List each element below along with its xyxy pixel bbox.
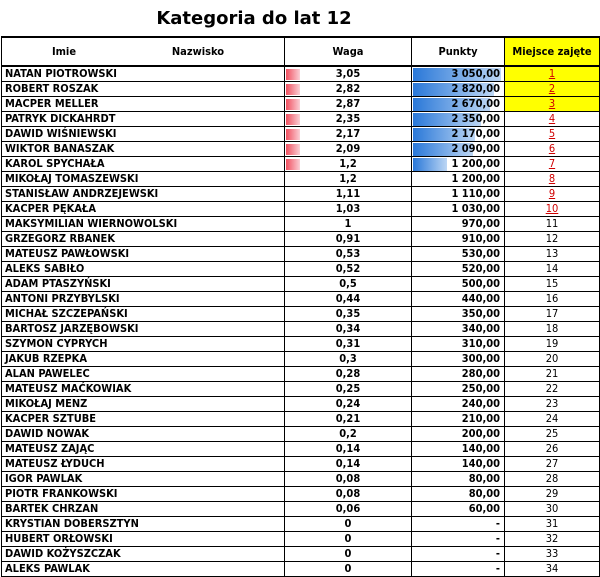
weight-value: 0,24 bbox=[335, 397, 361, 410]
table-row bbox=[2, 502, 600, 517]
weight-value: 0,28 bbox=[335, 367, 361, 380]
points-cell bbox=[412, 322, 505, 337]
weight-value: 0,14 bbox=[335, 457, 361, 470]
place-value: 31 bbox=[545, 517, 559, 530]
weight-cell bbox=[285, 232, 412, 247]
place-link[interactable]: 9 bbox=[548, 187, 556, 200]
weight-value: 0,34 bbox=[335, 322, 361, 335]
points-cell bbox=[412, 82, 505, 97]
place-cell bbox=[505, 202, 600, 217]
player-name-cell: MIKOŁAJ MENZ bbox=[2, 397, 285, 412]
place-cell bbox=[505, 517, 600, 532]
weight-value: 2,82 bbox=[335, 82, 361, 95]
points-value: 350,00 bbox=[461, 307, 500, 320]
weight-value: 2,87 bbox=[335, 97, 361, 110]
weight-cell bbox=[285, 172, 412, 187]
place-cell bbox=[505, 277, 600, 292]
weight-value: 1,11 bbox=[335, 187, 361, 200]
points-cell bbox=[412, 217, 505, 232]
points-value: 2 090,00 bbox=[451, 142, 500, 155]
player-name-cell: MACPER MELLER bbox=[2, 97, 285, 112]
place-cell bbox=[505, 232, 600, 247]
points-value: 910,00 bbox=[461, 232, 500, 245]
weight-cell bbox=[285, 277, 412, 292]
player-name-cell: KACPER PĘKAŁA bbox=[2, 202, 285, 217]
player-name-cell: MATEUSZ PAWŁOWSKI bbox=[2, 247, 285, 262]
weight-value: 0,53 bbox=[335, 247, 361, 260]
points-cell bbox=[412, 547, 505, 562]
place-link[interactable]: 7 bbox=[548, 157, 556, 170]
points-cell bbox=[412, 262, 505, 277]
column-header-waga: Waga bbox=[285, 37, 412, 66]
place-cell bbox=[505, 127, 600, 142]
table-header-row bbox=[2, 37, 600, 66]
weight-cell bbox=[285, 352, 412, 367]
points-cell bbox=[412, 142, 505, 157]
player-name-cell: MAKSYMILIAN WIERNOWOLSKI bbox=[2, 217, 285, 232]
place-cell bbox=[505, 472, 600, 487]
page-title: Kategoria do lat 12 bbox=[156, 8, 352, 29]
place-cell bbox=[505, 292, 600, 307]
points-value: 240,00 bbox=[461, 397, 500, 410]
place-cell bbox=[505, 442, 600, 457]
table-row bbox=[2, 472, 600, 487]
weight-value: 0 bbox=[344, 517, 352, 530]
table-row bbox=[2, 292, 600, 307]
player-name-cell: ALEKS PAWLAK bbox=[2, 562, 285, 577]
weight-cell bbox=[285, 307, 412, 322]
weight-value: 0,31 bbox=[335, 337, 361, 350]
table-row bbox=[2, 277, 600, 292]
points-cell bbox=[412, 517, 505, 532]
place-cell bbox=[505, 487, 600, 502]
points-value: 140,00 bbox=[461, 457, 500, 470]
points-cell bbox=[412, 97, 505, 112]
points-cell bbox=[412, 337, 505, 352]
table-row bbox=[2, 307, 600, 322]
place-cell bbox=[505, 562, 600, 577]
points-value: - bbox=[495, 547, 500, 560]
points-value: 440,00 bbox=[461, 292, 500, 305]
place-link[interactable]: 1 bbox=[548, 67, 556, 80]
points-cell bbox=[412, 442, 505, 457]
points-cell bbox=[412, 127, 505, 142]
table-row bbox=[2, 262, 600, 277]
weight-cell bbox=[285, 82, 412, 97]
points-cell bbox=[412, 562, 505, 577]
player-name-cell: NATAN PIOTROWSKI bbox=[2, 66, 285, 82]
weight-value: 0,3 bbox=[339, 352, 357, 365]
place-value: 30 bbox=[545, 502, 559, 515]
weight-cell bbox=[285, 127, 412, 142]
table-row bbox=[2, 66, 600, 82]
table-row bbox=[2, 457, 600, 472]
weight-value: 0,25 bbox=[335, 382, 361, 395]
weight-cell bbox=[285, 187, 412, 202]
points-cell bbox=[412, 307, 505, 322]
place-value: 29 bbox=[545, 487, 559, 500]
place-value: 26 bbox=[545, 442, 559, 455]
points-cell bbox=[412, 472, 505, 487]
weight-value: 3,05 bbox=[335, 67, 361, 80]
player-name-cell: MATEUSZ MAĆKOWIAK bbox=[2, 382, 285, 397]
table-row bbox=[2, 157, 600, 172]
points-cell bbox=[412, 112, 505, 127]
weight-cell bbox=[285, 142, 412, 157]
table-row bbox=[2, 142, 600, 157]
player-name-cell: PATRYK DICKAHRDT bbox=[2, 112, 285, 127]
player-name-cell: SZYMON CYPRYCH bbox=[2, 337, 285, 352]
player-name-cell: PIOTR FRANKOWSKI bbox=[2, 487, 285, 502]
table-body bbox=[2, 66, 600, 577]
place-cell bbox=[505, 157, 600, 172]
table-row bbox=[2, 217, 600, 232]
weight-value: 0 bbox=[344, 532, 352, 545]
place-value: 23 bbox=[545, 397, 559, 410]
place-cell bbox=[505, 412, 600, 427]
player-name-cell: HUBERT ORŁOWSKI bbox=[2, 532, 285, 547]
points-value: 2 350,00 bbox=[451, 112, 500, 125]
player-name-cell: ADAM PTASZYŃSKI bbox=[2, 277, 285, 292]
points-value: 140,00 bbox=[461, 442, 500, 455]
column-header-miejsce: Miejsce zajęte bbox=[505, 37, 600, 66]
place-value: 17 bbox=[545, 307, 559, 320]
table-row bbox=[2, 202, 600, 217]
points-cell bbox=[412, 397, 505, 412]
table-row bbox=[2, 442, 600, 457]
weight-cell bbox=[285, 427, 412, 442]
place-cell bbox=[505, 217, 600, 232]
place-value: 19 bbox=[545, 337, 559, 350]
player-name-cell: KAROL SPYCHAŁA bbox=[2, 157, 285, 172]
points-value: 520,00 bbox=[461, 262, 500, 275]
points-value: 500,00 bbox=[461, 277, 500, 290]
table-row bbox=[2, 517, 600, 532]
weight-cell bbox=[285, 322, 412, 337]
table-row bbox=[2, 337, 600, 352]
place-link[interactable]: 8 bbox=[548, 172, 556, 185]
place-cell bbox=[505, 187, 600, 202]
place-cell bbox=[505, 262, 600, 277]
weight-value: 0,2 bbox=[339, 427, 357, 440]
player-name-cell: KACPER SZTUBE bbox=[2, 412, 285, 427]
place-link[interactable]: 6 bbox=[548, 142, 556, 155]
weight-cell bbox=[285, 262, 412, 277]
player-name-cell: JAKUB RZEPKA bbox=[2, 352, 285, 367]
points-cell bbox=[412, 532, 505, 547]
place-cell bbox=[505, 322, 600, 337]
place-value: 32 bbox=[545, 532, 559, 545]
points-cell bbox=[412, 247, 505, 262]
player-name-cell: DAWID KOŻYSZCZAK bbox=[2, 547, 285, 562]
place-cell bbox=[505, 532, 600, 547]
table-row bbox=[2, 532, 600, 547]
points-cell bbox=[412, 382, 505, 397]
weight-value: 0,44 bbox=[335, 292, 361, 305]
weight-value: 0 bbox=[344, 547, 352, 560]
table-row bbox=[2, 352, 600, 367]
weight-cell bbox=[285, 472, 412, 487]
player-name-cell: IGOR PAWLAK bbox=[2, 472, 285, 487]
points-value: 60,00 bbox=[468, 502, 500, 515]
place-cell bbox=[505, 112, 600, 127]
points-value: 2 170,00 bbox=[451, 127, 500, 140]
place-cell bbox=[505, 367, 600, 382]
place-cell bbox=[505, 382, 600, 397]
points-cell bbox=[412, 232, 505, 247]
points-value: - bbox=[495, 517, 500, 530]
weight-cell bbox=[285, 97, 412, 112]
weight-cell bbox=[285, 382, 412, 397]
weight-value: 2,35 bbox=[335, 112, 361, 125]
weight-value: 1,03 bbox=[335, 202, 361, 215]
points-value: 250,00 bbox=[461, 382, 500, 395]
player-name-cell: ALAN PAWELEC bbox=[2, 367, 285, 382]
player-name-cell: STANISŁAW ANDRZEJEWSKI bbox=[2, 187, 285, 202]
points-cell bbox=[412, 277, 505, 292]
points-value: 280,00 bbox=[461, 367, 500, 380]
weight-cell bbox=[285, 502, 412, 517]
weight-cell bbox=[285, 112, 412, 127]
weight-cell bbox=[285, 532, 412, 547]
place-cell bbox=[505, 427, 600, 442]
points-value: - bbox=[495, 532, 500, 545]
table-row bbox=[2, 247, 600, 262]
weight-value: 2,17 bbox=[335, 127, 361, 140]
place-value: 27 bbox=[545, 457, 559, 470]
player-name-cell: MATEUSZ ŁYDUCH bbox=[2, 457, 285, 472]
place-value: 34 bbox=[545, 562, 559, 575]
table-row bbox=[2, 322, 600, 337]
weight-value: 1 bbox=[344, 217, 352, 230]
points-value: 530,00 bbox=[461, 247, 500, 260]
place-cell bbox=[505, 337, 600, 352]
points-value: 300,00 bbox=[461, 352, 500, 365]
points-value: 310,00 bbox=[461, 337, 500, 350]
table-row bbox=[2, 82, 600, 97]
weight-value: 2,09 bbox=[335, 142, 361, 155]
place-cell bbox=[505, 307, 600, 322]
points-value: - bbox=[495, 562, 500, 575]
points-cell bbox=[412, 172, 505, 187]
weight-value: 0 bbox=[344, 562, 352, 575]
player-name-cell: BARTEK CHRZAN bbox=[2, 502, 285, 517]
points-cell bbox=[412, 202, 505, 217]
points-value: 340,00 bbox=[461, 322, 500, 335]
points-cell bbox=[412, 292, 505, 307]
place-link[interactable]: 4 bbox=[548, 112, 556, 125]
place-value: 13 bbox=[545, 247, 559, 260]
table-row bbox=[2, 487, 600, 502]
weight-cell bbox=[285, 517, 412, 532]
points-cell bbox=[412, 66, 505, 82]
column-header-nazwisko: Nazwisko bbox=[171, 44, 225, 58]
table-row bbox=[2, 97, 600, 112]
column-header-imie: Imie bbox=[51, 44, 77, 58]
place-value: 33 bbox=[545, 547, 559, 560]
points-value: 80,00 bbox=[468, 487, 500, 500]
player-name-cell: ANTONI PRZYBYLSKI bbox=[2, 292, 285, 307]
weight-cell bbox=[285, 247, 412, 262]
table-row bbox=[2, 427, 600, 442]
points-value: 970,00 bbox=[461, 217, 500, 230]
weight-value: 1,2 bbox=[339, 172, 357, 185]
table-row bbox=[2, 412, 600, 427]
weight-cell bbox=[285, 157, 412, 172]
weight-value: 0,14 bbox=[335, 442, 361, 455]
points-value: 200,00 bbox=[461, 427, 500, 440]
points-cell bbox=[412, 487, 505, 502]
points-cell bbox=[412, 352, 505, 367]
table-row bbox=[2, 232, 600, 247]
place-value: 15 bbox=[545, 277, 559, 290]
weight-value: 0,35 bbox=[335, 307, 361, 320]
player-name-cell: KRYSTIAN DOBERSZTYN bbox=[2, 517, 285, 532]
place-value: 11 bbox=[545, 217, 559, 230]
place-value: 12 bbox=[545, 232, 559, 245]
weight-value: 0,5 bbox=[339, 277, 357, 290]
weight-cell bbox=[285, 397, 412, 412]
table-row bbox=[2, 112, 600, 127]
place-value: 25 bbox=[545, 427, 559, 440]
column-header-name bbox=[2, 37, 285, 66]
points-value: 2 670,00 bbox=[451, 97, 500, 110]
player-name-cell: MIKOŁAJ TOMASZEWSKI bbox=[2, 172, 285, 187]
weight-cell bbox=[285, 457, 412, 472]
place-link[interactable]: 2 bbox=[548, 82, 556, 95]
points-value: 1 030,00 bbox=[451, 202, 500, 215]
place-cell bbox=[505, 82, 600, 97]
place-link[interactable]: 10 bbox=[545, 202, 559, 215]
weight-cell bbox=[285, 412, 412, 427]
place-cell bbox=[505, 547, 600, 562]
weight-value: 0,52 bbox=[335, 262, 361, 275]
place-link[interactable]: 5 bbox=[548, 127, 556, 140]
player-name-cell: DAWID NOWAK bbox=[2, 427, 285, 442]
weight-cell bbox=[285, 292, 412, 307]
place-cell bbox=[505, 397, 600, 412]
points-value: 1 200,00 bbox=[451, 157, 500, 170]
place-cell bbox=[505, 457, 600, 472]
table-row bbox=[2, 397, 600, 412]
weight-value: 0,06 bbox=[335, 502, 361, 515]
player-name-cell: BARTOSZ JARZĘBOWSKI bbox=[2, 322, 285, 337]
table-row bbox=[2, 547, 600, 562]
player-name-cell: ALEKS SABIŁO bbox=[2, 262, 285, 277]
weight-cell bbox=[285, 487, 412, 502]
points-cell bbox=[412, 367, 505, 382]
table-row bbox=[2, 127, 600, 142]
place-value: 14 bbox=[545, 262, 559, 275]
points-cell bbox=[412, 457, 505, 472]
place-cell bbox=[505, 502, 600, 517]
points-value: 3 050,00 bbox=[451, 67, 500, 80]
weight-cell bbox=[285, 66, 412, 82]
place-cell bbox=[505, 142, 600, 157]
place-value: 22 bbox=[545, 382, 559, 395]
player-name-cell: MATEUSZ ZAJĄC bbox=[2, 442, 285, 457]
place-value: 20 bbox=[545, 352, 559, 365]
place-value: 18 bbox=[545, 322, 559, 335]
weight-value: 0,08 bbox=[335, 487, 361, 500]
points-cell bbox=[412, 412, 505, 427]
points-value: 1 110,00 bbox=[451, 187, 500, 200]
weight-cell bbox=[285, 442, 412, 457]
table-row bbox=[2, 187, 600, 202]
weight-cell bbox=[285, 217, 412, 232]
weight-cell bbox=[285, 337, 412, 352]
weight-cell bbox=[285, 562, 412, 577]
weight-value: 0,91 bbox=[335, 232, 361, 245]
place-value: 28 bbox=[545, 472, 559, 485]
player-name-cell: MICHAŁ SZCZEPAŃSKI bbox=[2, 307, 285, 322]
points-value: 80,00 bbox=[468, 472, 500, 485]
place-link[interactable]: 3 bbox=[548, 97, 556, 110]
weight-value: 0,21 bbox=[335, 412, 361, 425]
weight-cell bbox=[285, 367, 412, 382]
place-cell bbox=[505, 352, 600, 367]
player-name-cell: ROBERT ROSZAK bbox=[2, 82, 285, 97]
weight-value: 1,2 bbox=[339, 157, 357, 170]
points-value: 210,00 bbox=[461, 412, 500, 425]
points-value: 2 820,00 bbox=[451, 82, 500, 95]
points-cell bbox=[412, 187, 505, 202]
place-value: 24 bbox=[545, 412, 559, 425]
place-cell bbox=[505, 247, 600, 262]
points-cell bbox=[412, 502, 505, 517]
table-row bbox=[2, 367, 600, 382]
place-value: 21 bbox=[545, 367, 559, 380]
place-cell bbox=[505, 97, 600, 112]
player-name-cell: WIKTOR BANASZAK bbox=[2, 142, 285, 157]
weight-value: 0,08 bbox=[335, 472, 361, 485]
points-cell bbox=[412, 427, 505, 442]
weight-cell bbox=[285, 202, 412, 217]
table-row bbox=[2, 172, 600, 187]
weight-cell bbox=[285, 547, 412, 562]
points-value: 1 200,00 bbox=[451, 172, 500, 185]
points-cell bbox=[412, 157, 505, 172]
player-name-cell: DAWID WIŚNIEWSKI bbox=[2, 127, 285, 142]
column-header-punkty: Punkty bbox=[412, 37, 505, 66]
place-cell bbox=[505, 172, 600, 187]
table-row bbox=[2, 562, 600, 577]
points-data-bar bbox=[413, 158, 447, 171]
table-row bbox=[2, 382, 600, 397]
player-name-cell: GRZEGORZ RBANEK bbox=[2, 232, 285, 247]
results-table bbox=[1, 36, 600, 577]
place-cell bbox=[505, 66, 600, 82]
place-value: 16 bbox=[545, 292, 559, 305]
